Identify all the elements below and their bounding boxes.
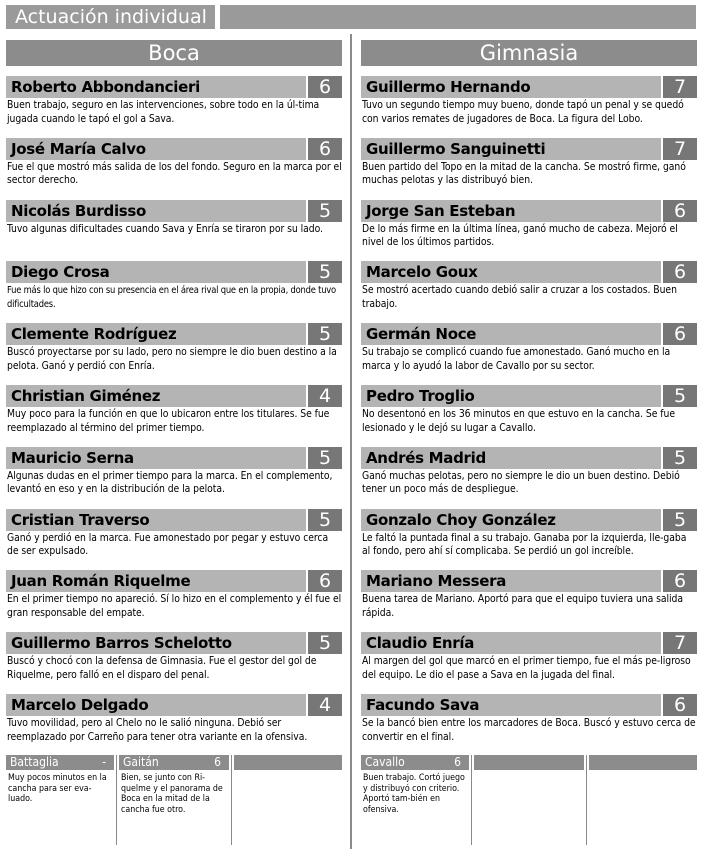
- player-score: 7: [663, 138, 697, 160]
- sub-card: [361, 755, 469, 845]
- sub-name: Battaglia: [10, 755, 59, 769]
- player-block: [6, 76, 342, 137]
- player-comment: Muy poco para la función en que lo ubicaron entre los titulares. Se fue reemplazado al término del primer tiempo.: [7, 408, 330, 434]
- player-name: José María Calvo: [11, 139, 146, 158]
- player-name: Jorge San Esteban: [366, 201, 516, 220]
- player-score: 6: [663, 200, 697, 222]
- player-comment: En el primer tiempo no apareció. Sí lo hizo en el complemento y él fue el gran responsable del empate.: [7, 593, 342, 619]
- player-comment: Se la bancó bien entre los marcadores de Boca. Buscó y estuvo cerca de convertir en el final.: [362, 717, 696, 743]
- player-name: Nicolás Burdisso: [11, 201, 147, 220]
- player-name: Cristian Traverso: [11, 510, 150, 529]
- player-comment: Buscó y chocó con la defensa de Gimnasia. Fue el gestor del gol de Riquelme, pero falló en el disparo del penal.: [7, 655, 317, 681]
- player-comment: Tuvo movilidad, pero al Chelo no le salió ninguna. Debió ser reemplazado por Carreño para tener otra variante en la ofensiva.: [7, 717, 308, 743]
- sub-score: 6: [454, 755, 461, 769]
- player-block: [361, 200, 697, 261]
- player-name-bar: [361, 138, 661, 160]
- sub-name: Cavallo: [365, 755, 405, 769]
- player-block: [361, 323, 697, 384]
- sub-card-empty: [234, 755, 342, 845]
- player-block: [361, 447, 697, 508]
- player-score: 6: [663, 694, 697, 716]
- player-name-bar: [6, 385, 306, 407]
- player-name: Christian Giménez: [11, 387, 161, 405]
- player-score: 4: [308, 385, 342, 407]
- sub-header: [474, 755, 584, 770]
- header-bar: [220, 5, 696, 29]
- player-name-bar: [361, 76, 661, 98]
- player-block: [6, 200, 342, 261]
- player-comment: Se mostró acertado cuando debió salir a cruzar a los costados. Buen trabajo.: [362, 284, 677, 310]
- player-comment: Ganó y perdió en la marca. Fue amonestado por pegar y estuvo cerca de ser expulsado.: [7, 531, 329, 558]
- player-name-bar: [361, 694, 661, 716]
- boca-substitutes: [6, 755, 342, 845]
- player-block: [6, 694, 342, 755]
- player-name: Marcelo Goux: [366, 263, 478, 282]
- gimnasia-substitutes: [361, 755, 697, 845]
- player-name: Roberto Abbondancieri: [11, 78, 200, 96]
- sub-header: [361, 755, 469, 770]
- team-title-boca: Boca: [6, 40, 342, 66]
- player-name-bar: [361, 323, 661, 345]
- sub-header: [119, 755, 229, 770]
- player-name: Pedro Troglio: [366, 387, 475, 405]
- player-name-bar: [6, 570, 306, 592]
- sub-header: [589, 755, 697, 770]
- player-block: [6, 138, 342, 199]
- player-block: [361, 138, 697, 199]
- player-score: 6: [308, 570, 342, 592]
- player-name: Diego Crosa: [11, 263, 110, 282]
- player-block: [361, 694, 697, 755]
- sub-score: 6: [214, 755, 221, 769]
- player-name: Guillermo Barros Schelotto: [11, 634, 232, 653]
- sub-card-empty: [474, 755, 584, 845]
- player-comment: Buena tarea de Mariano. Aportó para que el equipo tuviera una salida rápida.: [362, 593, 684, 619]
- sub-separator: [586, 755, 587, 845]
- player-comment: Su trabajo se complicó cuando fue amonestado. Ganó mucho en la marca y lo ayudó la labor de Cavallo por su sector.: [362, 346, 671, 372]
- page-header: [6, 5, 696, 29]
- player-name-bar: [6, 261, 306, 283]
- player-block: [6, 261, 342, 322]
- sub-name: Gaitán: [123, 755, 159, 769]
- player-comment: Tuvo algunas dificultades cuando Sava y Enría se tiraron por su lado.: [7, 222, 323, 235]
- player-name-bar: [361, 447, 661, 469]
- player-comment: No desentonó en los 36 minutos en que estuvo en la cancha. Se fue lesionado y le dejó su lugar a Cavallo.: [362, 408, 675, 434]
- team-title-gimnasia: Gimnasia: [361, 40, 697, 66]
- player-block: [6, 323, 342, 384]
- player-score: 5: [663, 447, 697, 469]
- player-score: 6: [663, 570, 697, 592]
- sub-separator: [471, 755, 472, 845]
- player-score: 6: [663, 261, 697, 283]
- player-name-bar: [6, 694, 306, 716]
- player-comment: De lo más firme en la última línea, ganó mucho de cabeza. Mejoró el nivel de los últimos partidos.: [362, 222, 678, 249]
- player-score: 5: [308, 323, 342, 345]
- player-score: 6: [308, 76, 342, 98]
- player-name: Gonzalo Choy González: [366, 510, 556, 529]
- player-name: Marcelo Delgado: [11, 696, 149, 714]
- player-score: 5: [308, 447, 342, 469]
- player-score: 5: [308, 509, 342, 531]
- player-block: [6, 385, 342, 446]
- player-name-bar: [361, 261, 661, 283]
- sub-comment: Buen trabajo. Cortó juego y distribuyó con criterio. Aportó tam-bién en ofensiva.: [363, 773, 465, 815]
- player-name: Claudio Enría: [366, 634, 475, 653]
- player-name-bar: [6, 509, 306, 531]
- player-comment: Ganó muchas pelotas, pero no siempre le dio un buen destino. Debió tener un poco más de despliegue.: [362, 469, 680, 496]
- player-comment: Buen trabajo, seguro en las intervenciones, sobre todo en la úl-tima jugada cuando le tapó el gol a Sava.: [7, 99, 320, 125]
- player-block: [6, 447, 342, 508]
- player-name-bar: [361, 632, 661, 654]
- player-score: 4: [308, 694, 342, 716]
- sub-card-empty: [589, 755, 697, 845]
- player-score: 5: [663, 509, 697, 531]
- player-name-bar: [361, 509, 661, 531]
- player-name-bar: [6, 76, 306, 98]
- player-block: [361, 570, 697, 631]
- player-block: [6, 570, 342, 631]
- sub-separator: [116, 755, 117, 845]
- player-score: 5: [308, 261, 342, 283]
- sub-comment: Muy pocos minutos en la cancha para ser eva-luado.: [8, 773, 107, 804]
- player-name-bar: [6, 138, 306, 160]
- player-name: Germán Noce: [366, 325, 477, 344]
- player-name: Guillermo Hernando: [366, 78, 531, 96]
- sub-separator: [231, 755, 232, 845]
- sub-card: [119, 755, 229, 845]
- player-score: 7: [663, 632, 697, 654]
- player-comment: Fue más lo que hizo con su presencia en el área rival que en la propia, donde tuvo dificultades.: [7, 285, 336, 310]
- player-name: Mariano Messera: [366, 572, 507, 591]
- player-comment: Buen partido del Topo en la mitad de la cancha. Se mostró firme, ganó muchas pelotas y las distribuyó bien.: [362, 160, 686, 187]
- player-block: [361, 385, 697, 446]
- sub-score: -: [102, 755, 106, 769]
- player-name-bar: [6, 200, 306, 222]
- player-score: 5: [308, 632, 342, 654]
- boca-column: [6, 40, 342, 743]
- player-name-bar: [6, 447, 306, 469]
- player-block: [361, 261, 697, 322]
- player-block: [6, 632, 342, 693]
- player-comment: Tuvo un segundo tiempo muy bueno, donde tapó un penal y se quedó con varios remates de jugadores de Boca. La figura del Lobo.: [362, 99, 684, 125]
- player-name-bar: [6, 632, 306, 654]
- player-block: [6, 509, 342, 570]
- player-block: [361, 76, 697, 137]
- player-name: Guillermo Sanguinetti: [366, 139, 546, 158]
- player-name: Mauricio Serna: [11, 448, 134, 467]
- player-name: Andrés Madrid: [366, 448, 486, 467]
- player-score: 7: [663, 76, 697, 98]
- player-name-bar: [361, 200, 661, 222]
- player-name-bar: [6, 323, 306, 345]
- player-score: 5: [663, 385, 697, 407]
- gimnasia-column: [361, 40, 697, 743]
- player-comment: Buscó proyectarse por su lado, pero no siempre le dio buen destino a la pelota. Ganó y perdió con Enría.: [7, 346, 337, 372]
- player-score: 6: [663, 323, 697, 345]
- player-name: Facundo Sava: [366, 696, 480, 714]
- player-score: 5: [308, 200, 342, 222]
- player-name-bar: [361, 385, 661, 407]
- column-divider: [350, 34, 352, 849]
- sub-card: [6, 755, 114, 845]
- player-comment: Al margen del gol que marcó en el primer tiempo, fue el más pe-ligroso del equipo. Le dio el pase a Sava en la jugada del final.: [362, 655, 691, 681]
- sub-comment: Bien, se junto con Ri-quelme y el panorama de Boca en la mitad de la cancha fue otro.: [121, 773, 223, 815]
- sub-header: [6, 755, 114, 770]
- player-name: Clemente Rodríguez: [11, 325, 177, 344]
- player-block: [361, 509, 697, 570]
- player-score: 6: [308, 138, 342, 160]
- player-block: [361, 632, 697, 693]
- sub-header: [234, 755, 342, 770]
- player-name: Juan Román Riquelme: [11, 572, 191, 591]
- player-comment: Le faltó la puntada final a su trabajo. Ganaba por la izquierda, lle-gaba al fondo, pero ahí sí complicaba. Se perdió un gol increíble.: [362, 531, 687, 558]
- player-comment: Fue el que mostró más salida de los del fondo. Seguro en la marca por el sector derecho.: [7, 160, 342, 187]
- player-comment: Algunas dudas en el primer tiempo para la marca. En el complemento, levantó en eso y en la distribución de la pelota.: [7, 469, 333, 496]
- player-name-bar: [361, 570, 661, 592]
- page-title: Actuación individual: [6, 5, 215, 29]
